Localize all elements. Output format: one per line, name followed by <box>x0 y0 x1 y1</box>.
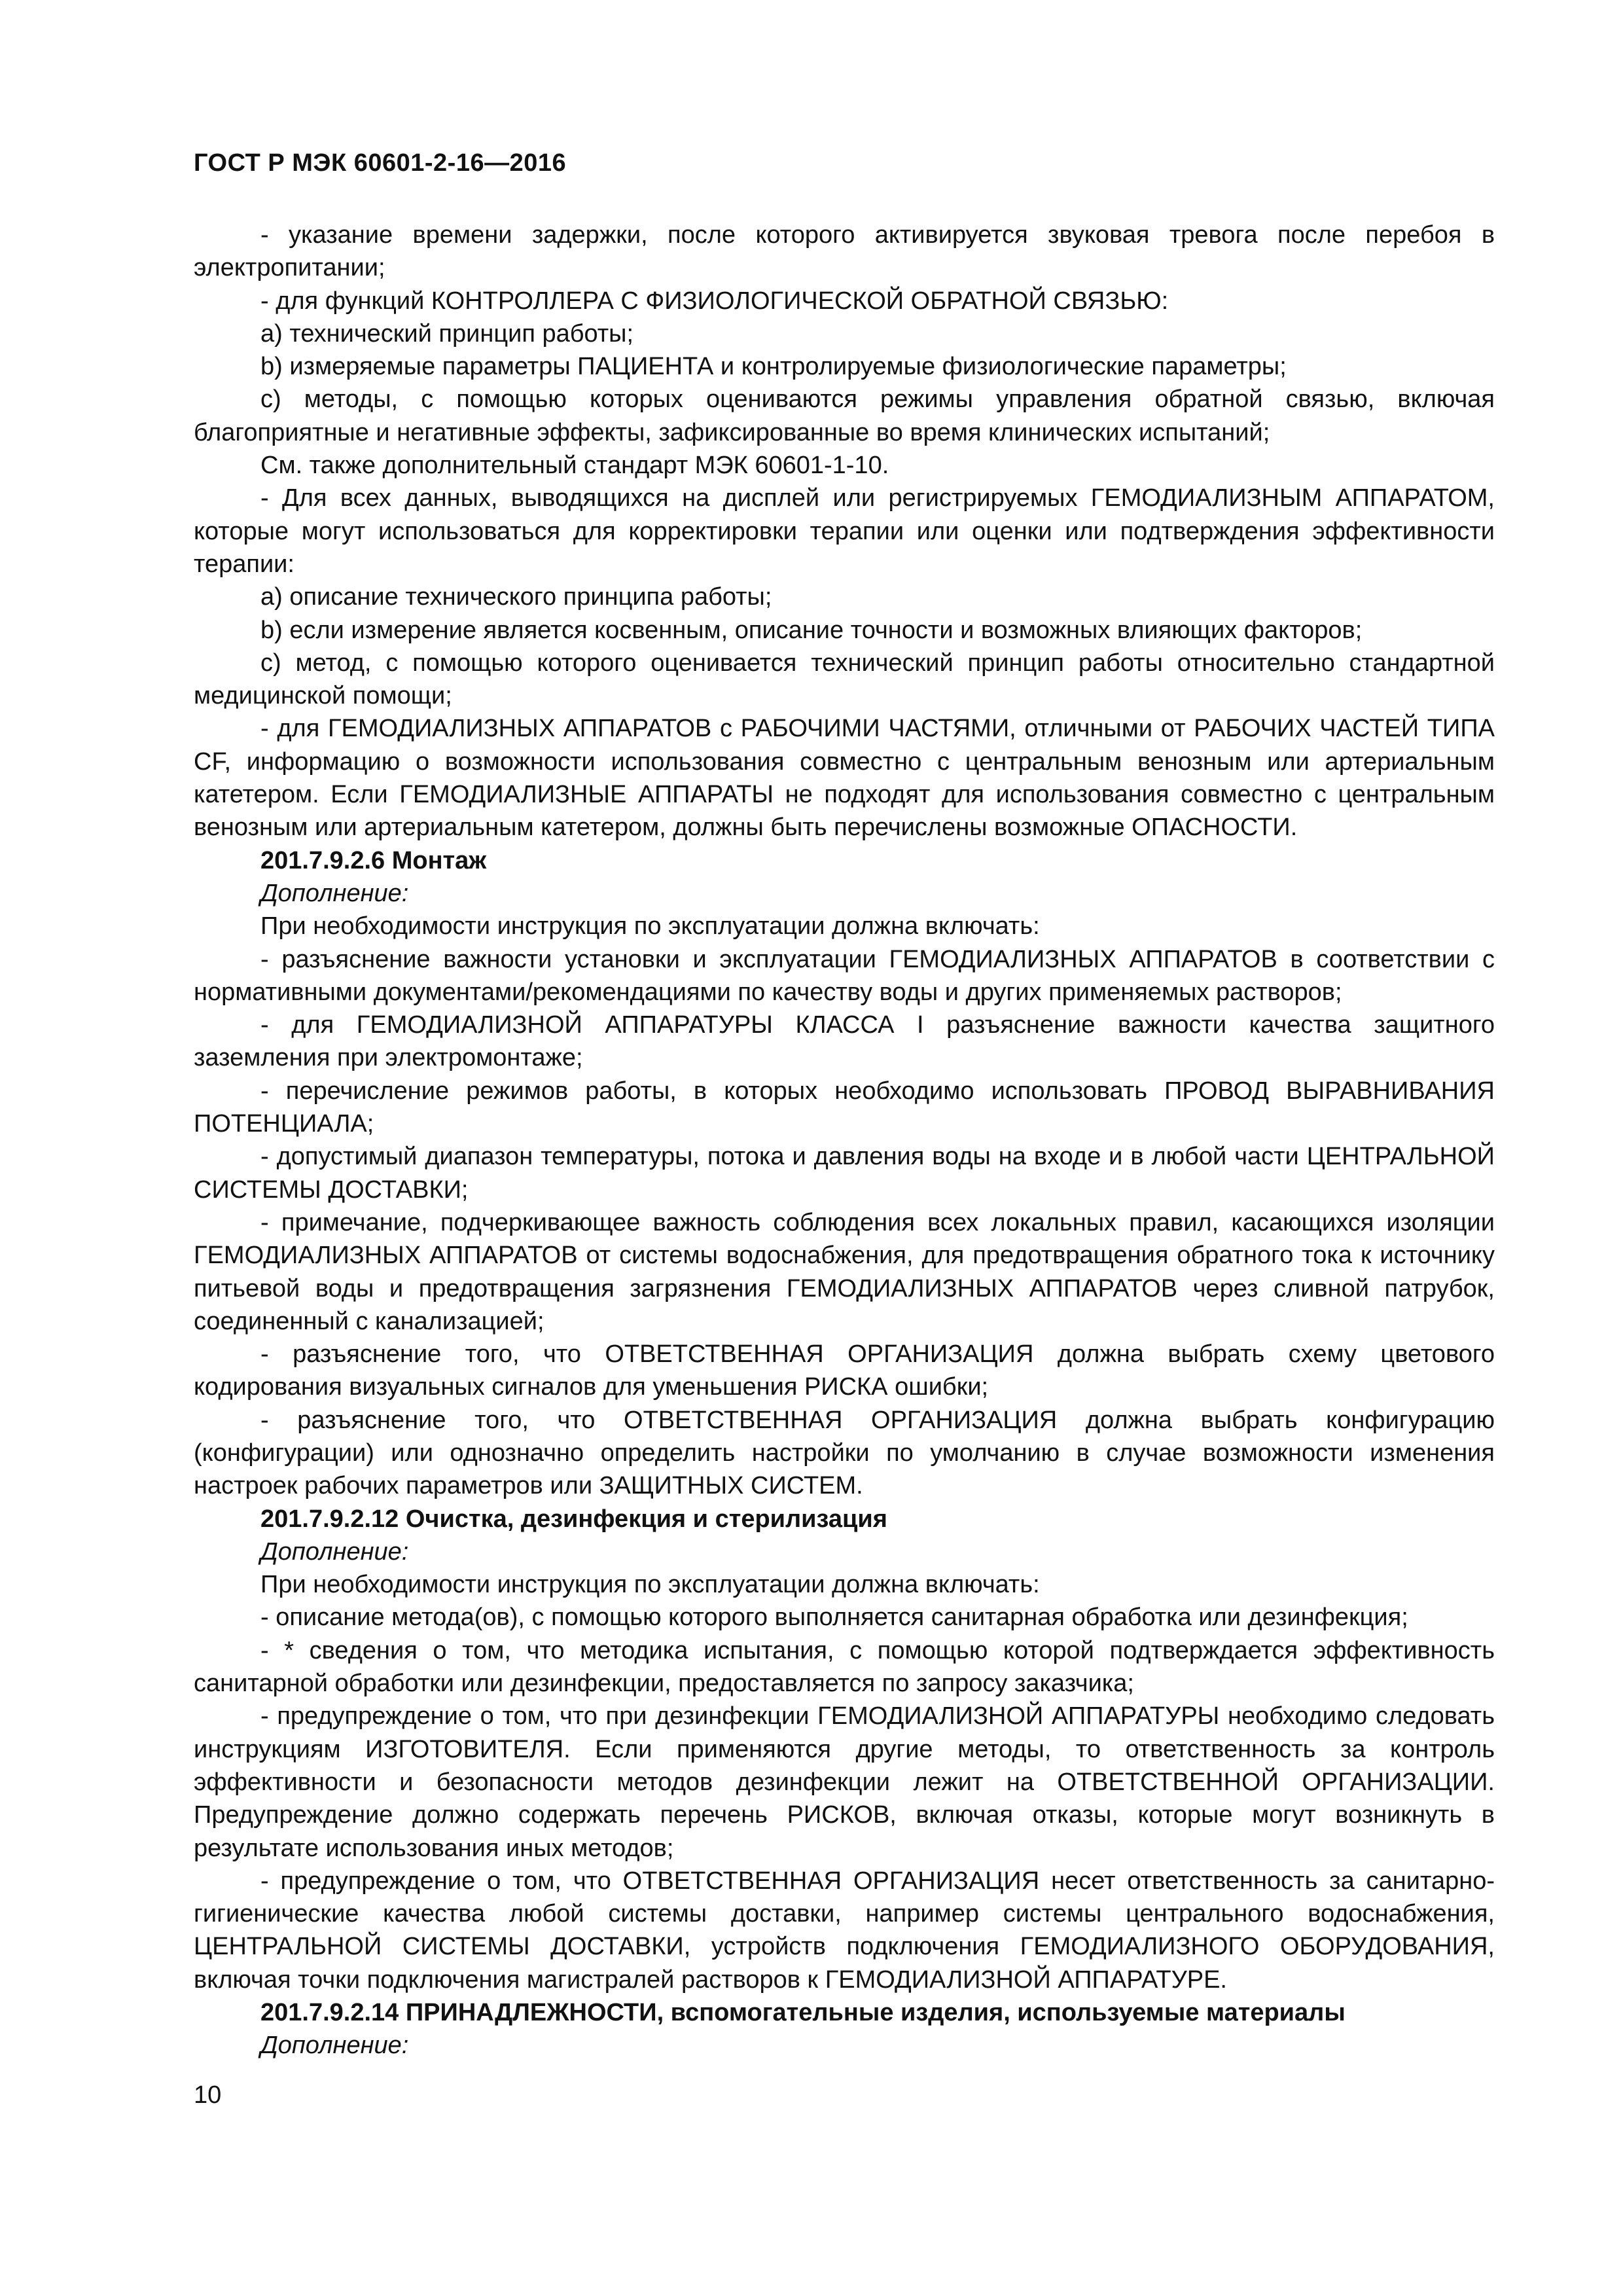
addition-note: Дополнение: <box>260 2032 409 2060</box>
body-paragraph: - * сведения о том, что методика испытания, с помощью которой подтверждается эффективность санитарной обработки или дезинфекции, предоставляется по запросу заказчика; <box>194 1636 1495 1698</box>
body-paragraph: а) технический принцип работы; <box>260 319 634 348</box>
body-paragraph: - указание времени задержки, после которого активируется звуковая тревога после перебоя в электропитании; <box>194 221 1495 282</box>
body-paragraph: - Для всех данных, выводящихся на дисплей или регистрируемых ГЕМОДИАЛИЗНЫМ АППАРАТОМ, которые могут использоваться для корректировки терапии или оценки или подтверждения эффективности терапии: <box>194 484 1495 578</box>
addition-note: Дополнение: <box>260 1537 409 1566</box>
body-paragraph: - примечание, подчеркивающее важность соблюдения всех локальных правил, касающихся изоляции ГЕМОДИАЛИЗНЫХ АППАРАТОВ от системы водоснабжения, для предотвращения обратного тока к источнику питьевой воды и предотвращения загрязнения ГЕМОДИАЛИЗНЫХ АППАРАТОВ через сливной патрубок, соединенный с канализацией; <box>194 1208 1495 1335</box>
body-paragraph: - предупреждение о том, что при дезинфекции ГЕМОДИАЛИЗНОЙ АППАРАТУРЫ необходимо следовать инструкциям ИЗГОТОВИТЕЛЯ. Если применяются другие методы, то ответственность за контроль эффективности и безопасности методов дезинфекции лежит на ОТВЕТСТВЕННОЙ ОРГАНИЗАЦИИ. Предупреждение должно содержать перечень РИСКОВ, включая отказы, которые могут возникнуть в результате использования иных методов; <box>194 1702 1495 1862</box>
page-number: 10 <box>194 2081 222 2109</box>
section-heading: 201.7.9.2.14 ПРИНАДЛЕЖНОСТИ, вспомогательные изделия, используемые материалы <box>260 1999 1346 2027</box>
body-paragraph: а) описание технического принципа работы; <box>260 583 772 611</box>
section-heading: 201.7.9.2.6 Монтаж <box>260 846 487 874</box>
body-paragraph: - для функций КОНТРОЛЛЕРА С ФИЗИОЛОГИЧЕСКОЙ ОБРАТНОЙ СВЯЗЬЮ: <box>260 287 1169 315</box>
body-paragraph: - допустимый диапазон температуры, потока и давления воды на входе и в любой части ЦЕНТРАЛЬНОЙ СИСТЕМЫ ДОСТАВКИ; <box>194 1143 1495 1204</box>
body-paragraph: - разъяснение того, что ОТВЕТСТВЕННАЯ ОРГАНИЗАЦИЯ должна выбрать схему цветового кодирования визуальных сигналов для уменьшения РИСКА ошибки; <box>194 1340 1495 1401</box>
body-paragraph: с) метод, с помощью которого оценивается технический принцип работы относительно стандартной медицинской помощи; <box>194 649 1495 710</box>
body-paragraph: b) измеряемые параметры ПАЦИЕНТА и контролируемые физиологические параметры; <box>260 353 1287 381</box>
body-paragraph: - предупреждение о том, что ОТВЕТСТВЕННАЯ ОРГАНИЗАЦИЯ несет ответственность за санитарно-гигиенические качества любой системы доставки, например системы центрального водоснабжения, ЦЕНТРАЛЬНОЙ СИСТЕМЫ ДОСТАВКИ, устройств подключения ГЕМОДИАЛИЗНОГО ОБОРУДОВАНИЯ, включая точки подключения магистралей растворов к ГЕМОДИАЛИЗНОЙ АППАРАТУРЕ. <box>194 1867 1495 1994</box>
section-heading: 201.7.9.2.12 Очистка, дезинфекция и стерилизация <box>260 1505 887 1533</box>
body-paragraph: b) если измерение является косвенным, описание точности и возможных влияющих факторов; <box>260 616 1363 644</box>
body-paragraph: При необходимости инструкция по эксплуатации должна включать: <box>260 912 1040 941</box>
body-paragraph: - перечисление режимов работы, в которых необходимо использовать ПРОВОД ВЫРАВНИВАНИЯ ПОТЕНЦИАЛА; <box>194 1077 1495 1138</box>
body-paragraph: См. также дополнительный стандарт МЭК 60601-1-10. <box>260 452 889 480</box>
body-paragraph: - для ГЕМОДИАЛИЗНОЙ АППАРАТУРЫ КЛАССА I разъяснение важности качества защитного заземления при электромонтаже; <box>194 1011 1495 1072</box>
body-paragraph: - разъяснение важности установки и эксплуатации ГЕМОДИАЛИЗНЫХ АППАРАТОВ в соответствии с нормативными документами/рекомендациями по качеству воды и других применяемых растворов; <box>194 945 1495 1006</box>
addition-note: Дополнение: <box>260 879 409 907</box>
body-paragraph: При необходимости инструкция по эксплуатации должна включать: <box>260 1571 1040 1599</box>
document-body <box>194 219 1495 2062</box>
body-paragraph: - разъяснение того, что ОТВЕТСТВЕННАЯ ОРГАНИЗАЦИЯ должна выбрать конфигурацию (конфигурации) или однозначно определить настройки по умолчанию в случае возможности изменения настроек рабочих параметров или ЗАЩИТНЫХ СИСТЕМ. <box>194 1406 1495 1500</box>
body-paragraph: - описание метода(ов), с помощью которого выполняется санитарная обработка или дезинфекция; <box>260 1604 1408 1632</box>
body-paragraph: - для ГЕМОДИАЛИЗНЫХ АППАРАТОВ с РАБОЧИМИ ЧАСТЯМИ, отличными от РАБОЧИХ ЧАСТЕЙ ТИПА CF, информацию о возможности использования совместно с центральным венозным или артериальным катетером. Если ГЕМОДИАЛИЗНЫЕ АППАРАТЫ не подходят для использования совместно с центральным венозным или артериальным катетером, должны быть перечислены возможные ОПАСНОСТИ. <box>194 715 1495 842</box>
body-paragraph: с) методы, с помощью которых оцениваются режимы управления обратной связью, включая благоприятные и негативные эффекты, зафиксированные во время клинических испытаний; <box>194 386 1495 446</box>
standard-header: ГОСТ Р МЭК 60601-2-16—2016 <box>194 149 567 177</box>
